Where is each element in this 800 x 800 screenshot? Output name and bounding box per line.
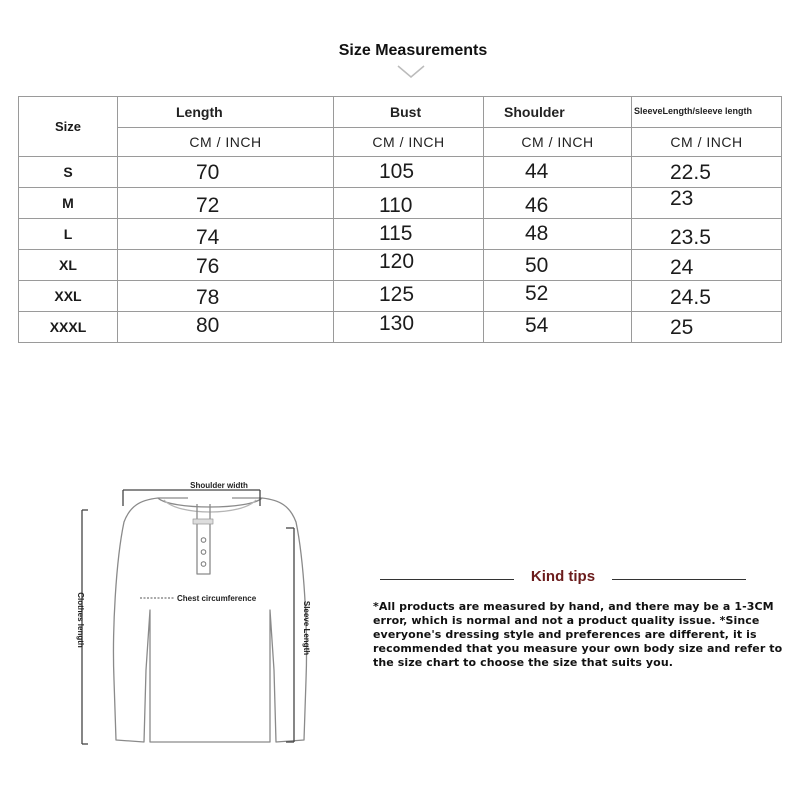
length-value: 80 [118, 312, 334, 343]
column-header-shoulder: Shoulder [484, 97, 632, 128]
size-label: L [19, 219, 118, 250]
unit-label: CM / INCH [334, 128, 484, 157]
size-label: XXXL [19, 312, 118, 343]
column-header-bust: Bust [334, 97, 484, 128]
size-label: XL [19, 250, 118, 281]
sleeve-length-measure [286, 528, 294, 742]
bust-value: 115 [334, 219, 484, 250]
table-row [19, 312, 782, 343]
shoulder-value: 48 [484, 219, 632, 250]
bust-value: 120 [334, 250, 484, 281]
table-row [19, 188, 782, 219]
table-row [19, 250, 782, 281]
chest-circumference-label: Chest circumference [177, 594, 257, 603]
button-group [201, 538, 206, 567]
clothes-length-label: Clothes length [76, 592, 85, 648]
sleeve-value: 24.5 [632, 281, 782, 312]
chevron-down-icon [396, 64, 426, 80]
length-value: 74 [118, 219, 334, 250]
column-header-length: Length [118, 97, 334, 128]
shirt-outline [113, 498, 306, 742]
length-value: 70 [118, 157, 334, 188]
shoulder-value: 44 [484, 157, 632, 188]
unit-label: CM / INCH [484, 128, 632, 157]
sleeve-length-label: Sleeve Length [302, 600, 311, 656]
sleeve-value: 23 [632, 188, 782, 219]
shoulder-value: 46 [484, 188, 632, 219]
sleeve-value: 25 [632, 312, 782, 343]
sleeve-value: 24 [632, 250, 782, 281]
sleeve-value: 23.5 [632, 219, 782, 250]
length-value: 72 [118, 188, 334, 219]
length-value: 76 [118, 250, 334, 281]
length-value: 78 [118, 281, 334, 312]
tips-title: Kind tips [530, 568, 596, 585]
column-header-sleeve: SleeveLength/sleeve length [632, 97, 782, 128]
shoulder-value: 50 [484, 250, 632, 281]
bust-value: 105 [334, 157, 484, 188]
table-row [19, 281, 782, 312]
shoulder-value: 54 [484, 312, 632, 343]
tips-divider-left [380, 579, 514, 580]
bust-value: 125 [334, 281, 484, 312]
bust-value: 130 [334, 312, 484, 343]
table-row [19, 219, 782, 250]
page-title: Size Measurements [338, 42, 488, 59]
tips-divider-right [612, 579, 746, 580]
bust-value: 110 [334, 188, 484, 219]
tips-text: *All products are measured by hand, and there may be a 1-3CM error, which is normal and not a product quality issue. *Since everyone's dressing style and preferences are different, it is recommended that you measure your own body size and refer to the size chart to choose the size that suits you. [373, 600, 783, 669]
size-label: XXL [19, 281, 118, 312]
garment-diagram [60, 470, 320, 760]
sleeve-value: 22.5 [632, 157, 782, 188]
unit-label: CM / INCH [118, 128, 334, 157]
size-column-header: Size [19, 97, 118, 157]
size-label: S [19, 157, 118, 188]
shoulder-width-label: Shoulder width [190, 481, 248, 490]
size-label: M [19, 188, 118, 219]
table-row [19, 157, 782, 188]
size-table [18, 96, 782, 343]
shoulder-value: 52 [484, 281, 632, 312]
unit-label: CM / INCH [632, 128, 782, 157]
